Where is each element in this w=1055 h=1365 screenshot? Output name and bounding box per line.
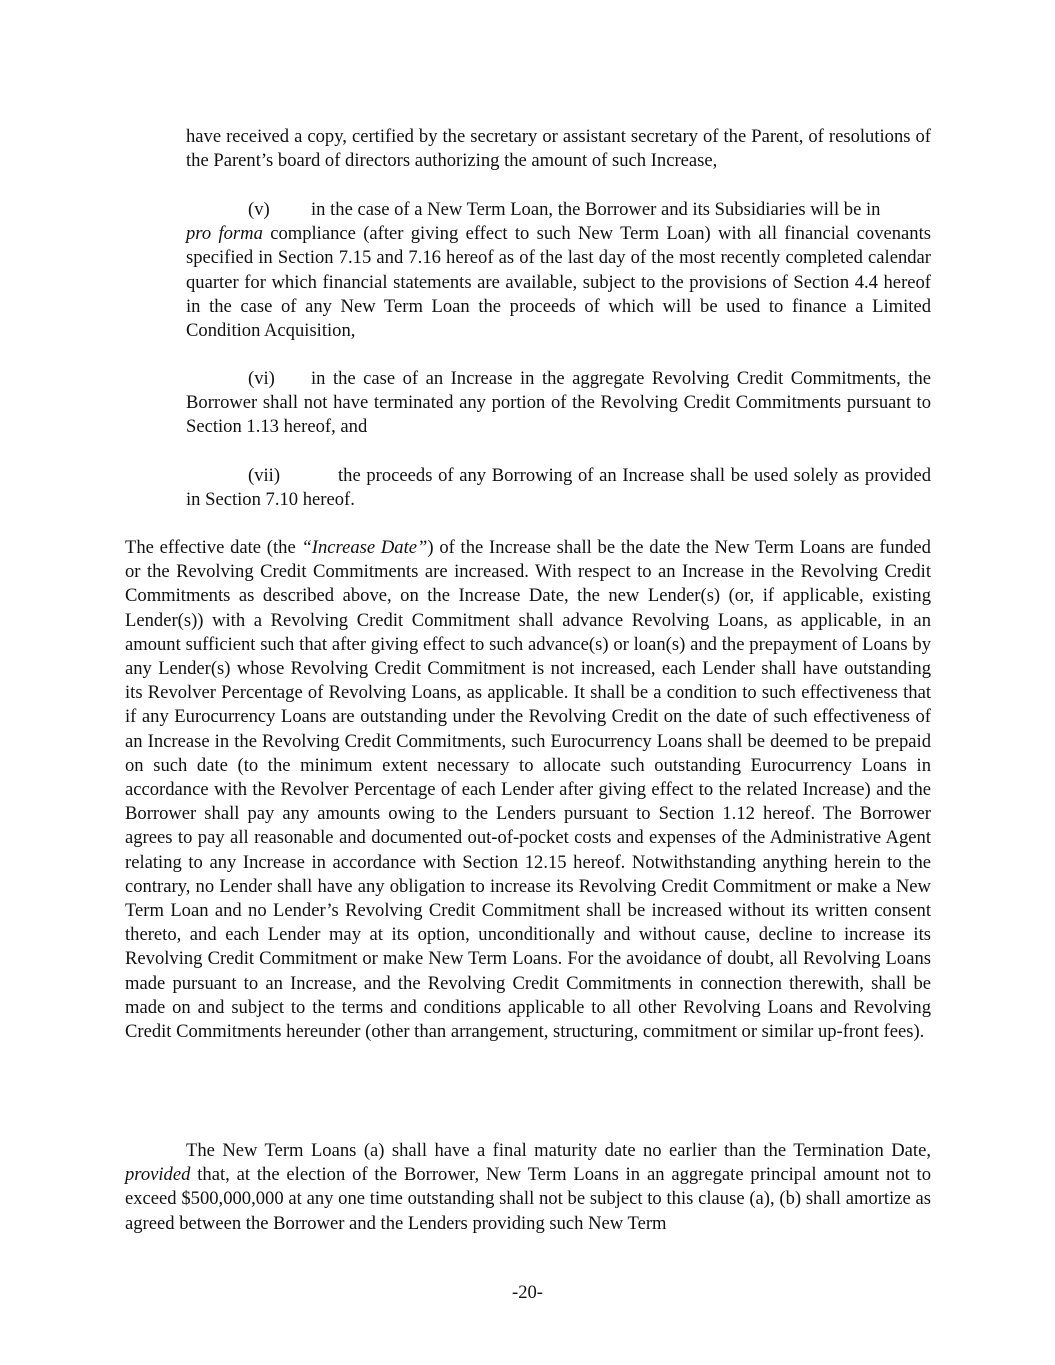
clause-vi	[186, 367, 931, 440]
italic-term: pro forma	[186, 223, 263, 245]
clause-v	[186, 198, 931, 343]
paragraph-continuation: have received a copy, certified by the secretary or assistant secretary of the Parent, of resolutions of the Parent’s board of directors authorizing the amount of such Increase,	[186, 126, 931, 172]
defined-term: “Increase Date”	[301, 537, 428, 558]
increase-date-paragraph	[125, 536, 931, 1044]
paragraph-text: ) of the Increase shall be the date the New Term Loans are funded or the Revolving Credit Commitments are increased. With respect to an Increase in the Revolving Credit Commitments as described above, on the Increase Date, the new Lender(s) (or, if applicable, existing Lender(s)) with a Revolving Credit Commitment shall advance Revolving Loans, as applicable, in an amount sufficient such that after giving effect to such advance(s) or loan(s) and the prepayment of Loans by any Lender(s) whose Revolving Credit Commitment is not increased, each Lender shall have outstanding its Revolver Percentage of Revolving Loans, as applicable. It shall be a condition to such effectiveness that if any Eurocurrency Loans are outstanding under the Revolving Credit on the date of such effectiveness of an Increase in the Revolving Credit Commitments, such Eurocurrency Loans shall be deemed to be prepaid on such date (to the minimum extent necessary to allocate such outstanding Eurocurrency Loans in accordance with the Revolver Percentage of each Lender after giving effect to the related Increase) and the Borrower shall pay any amounts owing to the Lenders pursuant to Section 1.12 hereof. The Borrower agrees to pay all reasonable and documented out-of-pocket costs and expenses of the Administrative Agent relating to any Increase in accordance with Section 12.15 hereof. Notwithstanding anything herein to the contrary, no Lender shall have any obligation to increase its Revolving Credit Commitment or make a New Term Loan and no Lender’s Revolving Credit Commitment shall be increased without its written consent thereto, and each Lender may at its option, unconditionally and without cause, decline to increase its Revolving Credit Commitment or make New Term Loans. For the avoidance of doubt, all Revolving Loans made pursuant to an Increase, and the Revolving Credit Commitments in connection therewith, shall be made on and subject to the terms and conditions applicable to all other Revolving Loans and Revolving Credit Commitments hereunder (other than arrangement, structuring, commitment or similar up-front fees).	[125, 537, 931, 1043]
paragraph-text: that, at the election of the Borrower, New Term Loans in an aggregate principal amount not to exceed $500,000,000 at any one time outstanding shall not be subject to this clause (a), (b) shall amortize as agreed between the Borrower and the Lenders providing such New Term	[125, 1164, 932, 1234]
clause-text: in the case of an Increase in the aggregate Revolving Credit Commitments, the Borrower shall not have terminated any portion of the Revolving Credit Commitments pursuant to Section 1.13 hereof, and	[186, 368, 931, 438]
paragraph-text: The effective date (the	[125, 537, 296, 558]
clause-text: in the case of a New Term Loan, the Borrower and its Subsidiaries will be in	[311, 199, 881, 220]
page-number: -20-	[512, 1282, 543, 1303]
clause-number: (vii)	[248, 465, 281, 486]
italic-term: provided	[125, 1164, 191, 1186]
clause-text: the proceeds of any Borrowing of an Increase shall be used solely as provided in Section 7.10 hereof.	[186, 465, 931, 511]
clause-vii	[186, 464, 931, 512]
new-term-loans-paragraph	[125, 1139, 931, 1236]
clause-number: (vi)	[248, 368, 275, 389]
clause-text: compliance (after giving effect to such New Term Loan) with all financial covenants specified in Section 7.15 and 7.16 hereof as of the last day of the most recently completed calendar quarter for which financial statements are available, subject to the provisions of Section 4.4 hereof in the case of any New Term Loan the proceeds of which will be used to finance a Limited Condition Acquisition,	[186, 223, 931, 342]
paragraph-text: The New Term Loans (a) shall have a final maturity date no earlier than the Termination Date,	[186, 1140, 931, 1161]
clause-number: (v)	[248, 199, 270, 220]
